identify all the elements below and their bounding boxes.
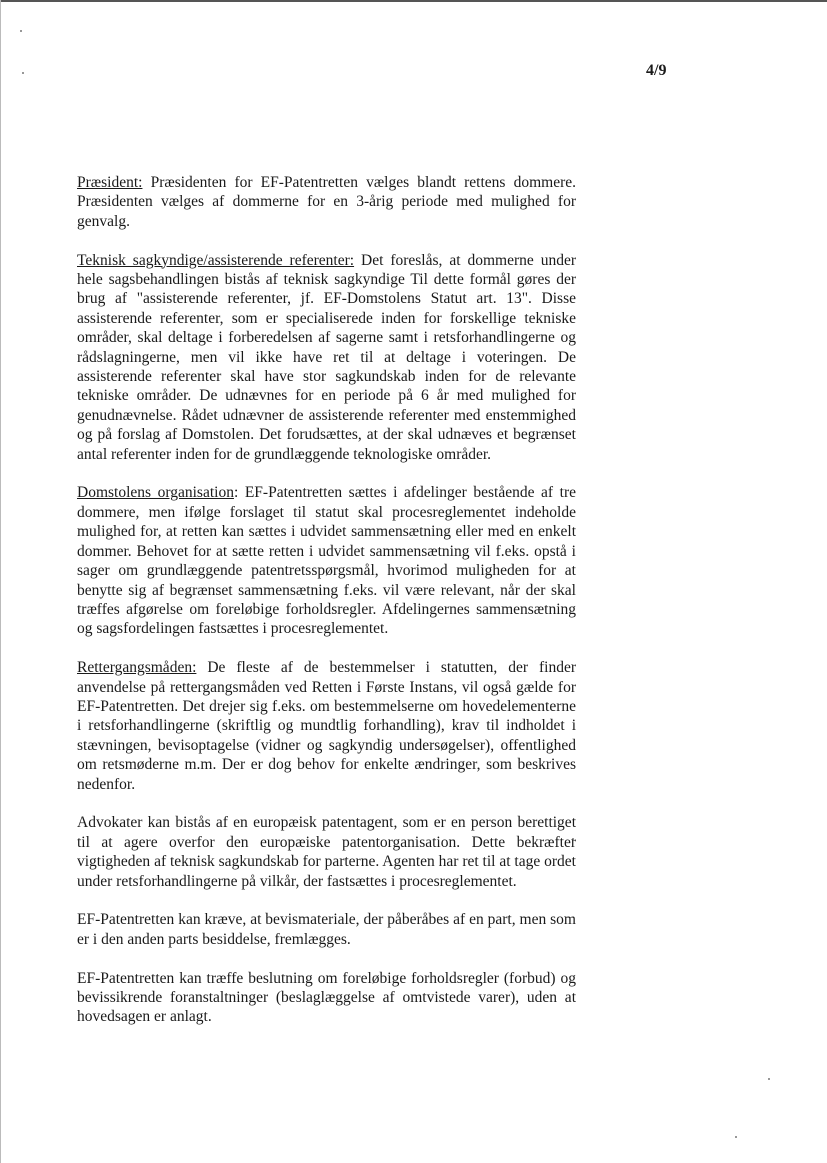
scan-edge-top	[0, 0, 827, 2]
paragraph-text: Præsidenten for EF-Patentretten vælges blandt rettens dommere. Præsidenten vælges af dommerne for en 3-årig periode med mulighed for genvalg.	[77, 174, 576, 230]
scan-speck	[22, 72, 24, 74]
paragraph-text: De fleste af de bestemmelser i statutten, der finder anvendelse på rettergangsmåden ved Retten i Første Instans, vil også gælde for EF-Patentretten. Det drejer sig f.eks. om bestemmelserne om hovedelementerne i retsforhandlingerne (skriftlig og mundtlig forhandling), krav til indholdet i stævningen, bevisoptagelse (vidner og sagkyndig undersøgelser), offentlighed om retsmøderne m.m. Der er dog behov for enkelte ændringer, som beskrives nedenfor.	[77, 659, 576, 793]
paragraph-heading: Rettergangsmåden:	[77, 659, 197, 677]
paragraph-text: EF-Patentretten kan træffe beslutning om foreløbige forholdsregler (forbud) og bevissikrende foranstaltninger (beslaglæggelse af omtvistede varer), uden at hovedsagen er anlagt.	[77, 969, 576, 1026]
scan-speck	[20, 30, 22, 32]
paragraph-heading: Domstolens organisation	[77, 484, 234, 502]
paragraph-evidence	[77, 910, 576, 949]
paragraph-text: Advokater kan bistås af en europæisk patentagent, som er en person berettiget til at agere overfor den europæiske patentorganisation. Dette bekræfter vigtigheden af teknisk sagkundskab for parterne. Agenten har ret til at tage ordet under retsforhandlingerne på vilkår, der fastsættes i procesreglementet.	[77, 814, 576, 890]
paragraph-heading: Præsident:	[77, 174, 143, 191]
paragraph-heading: Teknisk sagkyndige/assisterende referenter:	[77, 251, 355, 269]
paragraph-text: EF-Patentretten kan kræve, at bevismateriale, der påberåbes af en part, men som er i den anden parts besiddelse, fremlægges.	[77, 911, 576, 948]
paragraph-lawyers	[77, 813, 576, 891]
paragraph-interim-measures	[77, 969, 576, 1027]
paragraph-text: : EF-Patentretten sættes i afdelinger bestående af tre dommere, men ifølge forslaget til statut skal procesreglementet indeholde mulighed for, at retten kan sættes i udvidet sammensætning eller med en enkelt dommer. Behovet for at sætte retten i udvidet sammensætning vil f.eks. opstå i sager om grundlæggende patentretsspørgsmål, hvorimod muligheden for at benytte sig af begrænset sammensætning f.eks. vil være relevant, når der skal træffes afgørelse om foreløbige forholdsregler. Afdelingernes sammensætning og sagsfordelingen fastsættes i procesreglementet.	[77, 484, 576, 638]
scan-edge-left	[0, 0, 1, 1163]
paragraph-technical-experts	[77, 251, 576, 464]
paragraph-court-organisation	[77, 483, 576, 638]
scan-speck	[768, 1078, 770, 1080]
paragraph-procedure	[77, 658, 576, 794]
scan-speck	[735, 1136, 737, 1138]
paragraph-president	[77, 173, 576, 231]
page-number: 4/9	[646, 62, 667, 79]
paragraph-text: Det foreslås, at dommerne under hele sagsbehandlingen bistås af teknisk sagkyndige Til dette formål gøres der brug af "assisterende referenter, jf. EF-Domstolens Statut art. 13". Disse assisterende referenter, som er specialiserede inden for forskellige tekniske områder, skal deltage i forberedelsen af sagerne samt i retsforhandlingerne og rådslagningerne, men vil ikke have ret til at deltage i voteringen. De assisterende referenter skal have stor sagkundskab inden for de relevante tekniske områder. De udnævnes for en periode på 6 år med mulighed for genudnævnelse. Rådet udnævner de assisterende referenter med enstemmighed og på forslag af Domstolen. Det forudsættes, at der skal udnæves et begrænset antal referenter inden for de grundlæggende teknologiske områder.	[77, 251, 576, 463]
document-body	[77, 173, 576, 1046]
